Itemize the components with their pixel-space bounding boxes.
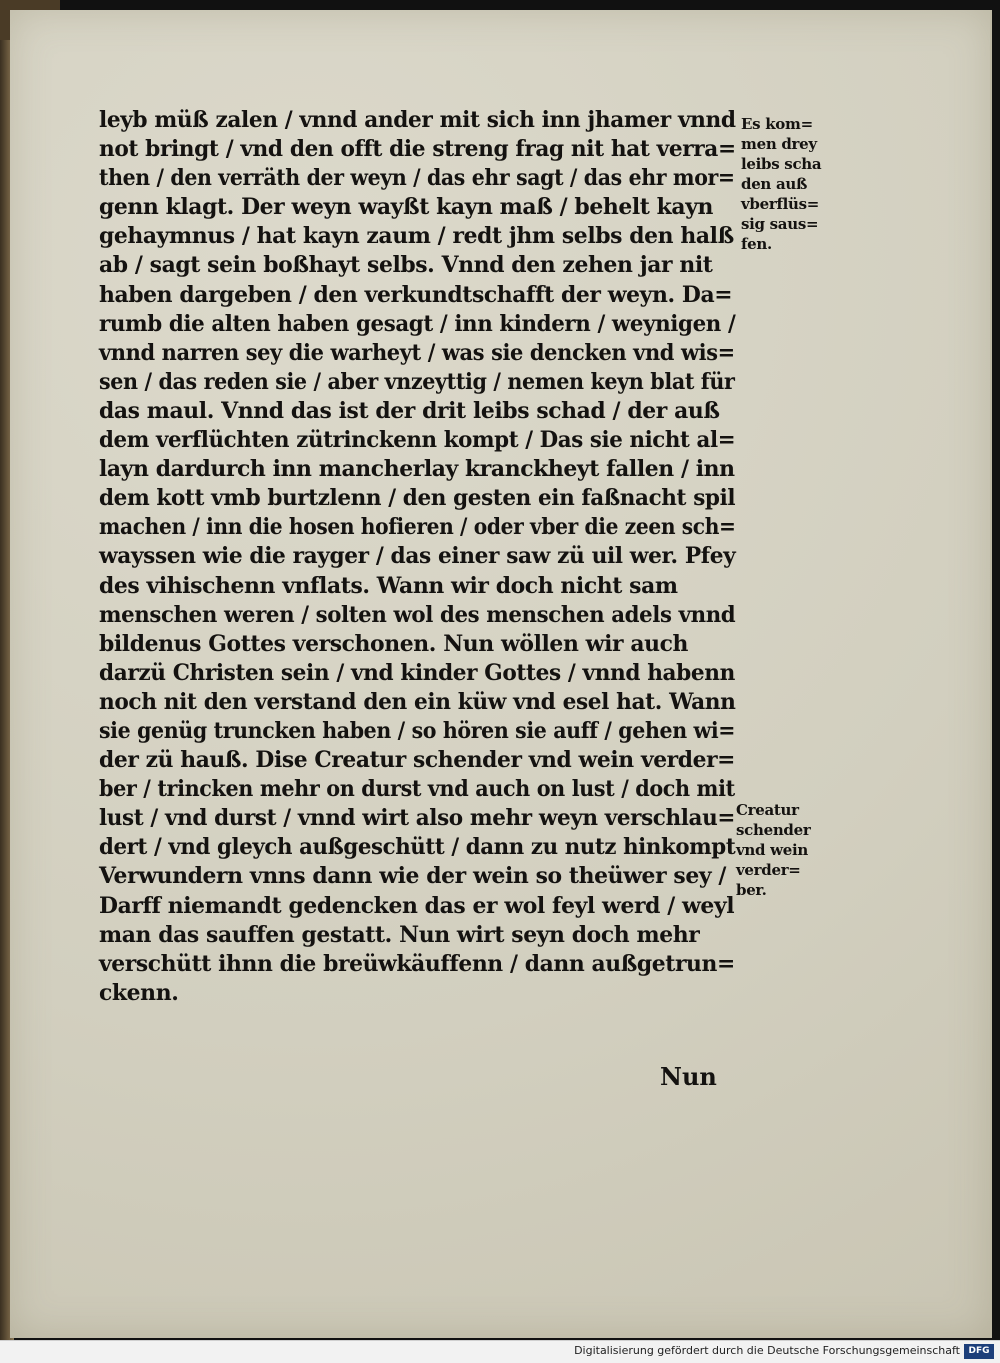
text-line: vnnd narren sey die warheyt / was sie dencken vnd wis= [99,339,735,366]
text-line: man das sauffen gestatt. Nun wirt seyn doch mehr [99,921,700,948]
dfg-logo: DFG [964,1344,994,1359]
text-line: dem verflüchten zütrinckenn kompt / Das sie nicht al= [99,427,736,454]
margin-note-line: schender [736,821,811,839]
text-line: sen / das reden sie / aber vnzeyttig / nemen keyn blat für [99,368,735,395]
margin-note-line: men drey [741,135,817,153]
margin-note-line: ber. [736,881,767,899]
text-line: rumb die alten haben gesagt / inn kindern / weynigen / [99,310,736,337]
text-line: darzü Christen sein / vnd kinder Gottes / vnnd habenn [99,659,735,686]
text-line: Verwundern vnns dann wie der wein so theüwer sey / [99,863,726,890]
text-line: das maul. Vnnd das ist der drit leibs schad / der auß [99,397,720,424]
margin-note-line: vnd wein [736,841,808,859]
catchword: Nun [660,1062,717,1091]
margin-note-line: Creatur [736,801,799,819]
text-line: lust / vnd durst / vnnd wirt also mehr weyn verschlau= [99,805,735,832]
text-line: dert / vnd gleych außgeschütt / dann zu nutz hinkompt [99,834,736,861]
text-line: menschen weren / solten wol des menschen adels vnnd [99,601,736,628]
text-line: dem kott vmb burtzlenn / den gesten ein faßnacht spil [99,485,736,512]
text-line: noch nit den verstand den ein küw vnd esel hat. Wann [99,688,736,715]
text-line: wayssen wie die rayger / das einer saw zü uil wer. Pfey [99,543,736,570]
text-line: Darff niemandt gedencken das er wol feyl werd / weyl [99,892,735,919]
margin-note-line: leibs scha [741,155,822,173]
main-text-block [99,106,739,1008]
footer-bar [0,1340,1000,1363]
text-line: haben dargeben / den verkundtschafft der weyn. Da= [99,281,733,308]
text-line: bildenus Gottes verschonen. Nun wöllen wir auch [99,630,689,657]
margin-note-line: fen. [741,235,772,253]
text-line: gehaymnus / hat kayn zaum / redt jhm selbs den halß [99,223,734,250]
margin-note-line: vberflüs= [741,195,820,213]
text-line: des vihischenn vnflats. Wann wir doch nicht sam [99,572,678,599]
margin-note-line: sig saus= [741,215,819,233]
text-line: leyb müß zalen / vnnd ander mit sich inn jhamer vnnd [99,107,736,133]
margin-note-line: den auß [741,175,808,193]
text-line: verschütt ihnn die breüwkäuffenn / dann außgetrun= [99,950,735,977]
text-line: sie genüg truncken haben / so hören sie auff / gehen wi= [99,717,736,744]
text-line: ab / sagt sein boßhayt selbs. Vnnd den zehen jar nit [99,252,713,279]
margin-note-line: Es kom= [741,115,813,133]
text-line: machen / inn die hosen hofieren / oder vber die zeen sch= [99,514,736,541]
margin-note-leibs-schaden [741,114,821,254]
footer-credit: Digitalisierung gefördert durch die Deutsche Forschungsgemeinschaft [574,1344,960,1357]
text-line: ckenn. [99,979,179,1006]
text-line: genn klagt. Der weyn wayßt kayn maß / behelt kayn [99,194,714,221]
text-line: then / den verräth der weyn / das ehr sagt / das ehr mor= [99,165,735,192]
margin-note-creatur-schender [736,800,810,900]
text-line: layn dardurch inn mancherlay kranckheyt fallen / inn [99,456,735,483]
margin-note-line: verder= [736,861,801,879]
text-line: der zü hauß. Dise Creatur schender vnd wein verder= [99,747,736,774]
text-line: not bringt / vnd den offt die streng frag nit hat verra= [99,136,736,163]
text-line: ber / trincken mehr on durst vnd auch on lust / doch mit [99,776,735,803]
